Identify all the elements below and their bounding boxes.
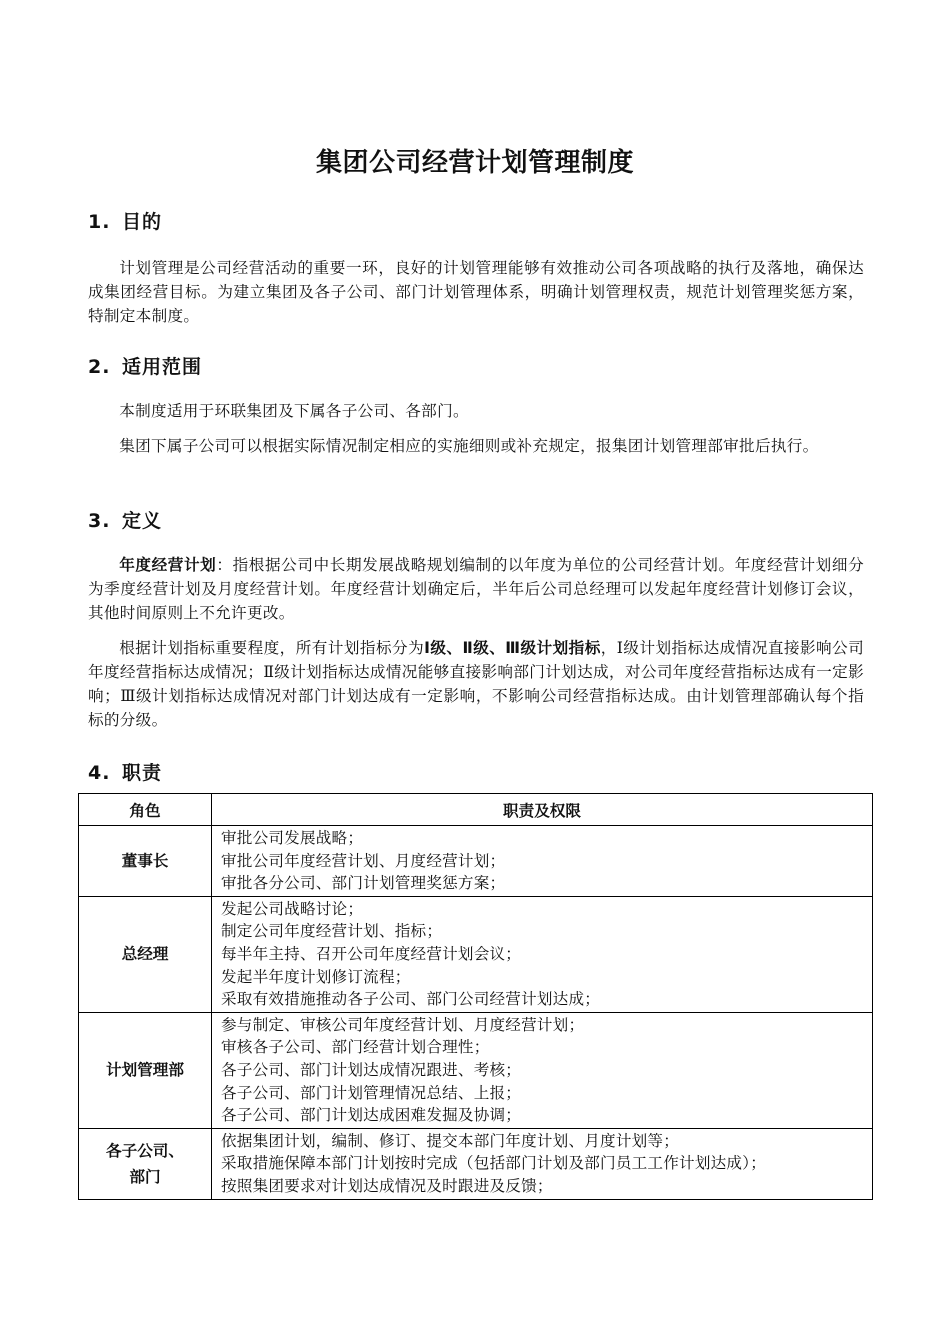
- scope-paragraph-2: 集团下属子公司可以根据实际情况制定相应的实施细则或补充规定，报集团计划管理部审批后执行。: [119, 437, 819, 455]
- duty-item: 审批公司发展战略；: [221, 829, 364, 847]
- duties-cell: [212, 1012, 873, 1128]
- duty-item: 审核各子公司、部门经营计划合理性；: [221, 1038, 490, 1057]
- duty-item: 采取有效措施推动各子公司、部门公司经营计划达成；: [221, 990, 601, 1009]
- section-number: 3.: [88, 510, 111, 532]
- levels-lead: 根据计划指标重要程度，所有计划指标分为: [119, 639, 425, 657]
- duty-item: 按照集团要求对计划达成情况及时跟进及反馈；: [221, 1176, 553, 1195]
- table-row: [79, 826, 873, 897]
- definition-term: 年度经营计划: [119, 556, 217, 574]
- duty-item: 各子公司、部门计划管理情况总结、上报；: [221, 1083, 522, 1102]
- definition-body: ：指根据公司中长期发展战略规划编制的以年度为单位的公司经营计划。年度经营计划细分为季度经营计划及月度经营计划。年度经营计划确定后，半年后公司总经理可以发起年度经营计划修订会议，其他时间原则上不允许更改。: [88, 556, 864, 622]
- duties-cell: [212, 896, 873, 1012]
- role-line: 部门: [129, 1167, 161, 1186]
- role-line: 各子公司、: [106, 1141, 184, 1160]
- duty-table: [78, 793, 873, 1200]
- duty-item: 参与制定、审核公司年度经营计划、月度经营计划；: [221, 1015, 585, 1034]
- table-row: [79, 1128, 873, 1199]
- section-title: 适用范围: [122, 356, 203, 378]
- section-number: 2.: [88, 356, 111, 378]
- role-cell: 董事长: [79, 826, 212, 897]
- document-title: 集团公司经营计划管理制度: [315, 148, 634, 178]
- duty-item: 审批公司年度经营计划、月度经营计划；: [221, 851, 506, 870]
- table-header-row: [79, 794, 873, 826]
- section-number: 1.: [88, 211, 111, 233]
- role-cell: 计划管理部: [79, 1012, 212, 1128]
- levels-body: ，Ⅰ级计划指标达成情况直接影响公司年度经营指标达成情况；Ⅱ级计划指标达成情况能够直接影响部门计划达成，对公司年度经营指标达成有一定影响；Ⅲ级计划指标达成情况对部门计划达成有一定影响，不影响公司经营指标达成。由计划管理部确认每个指标的分级。: [88, 639, 864, 729]
- duty-item: 每半年主持、召开公司年度经营计划会议；: [221, 944, 522, 963]
- duty-item: 制定公司年度经营计划、指标；: [221, 922, 443, 941]
- duty-item: 采取措施保障本部门计划按时完成（包括部门计划及部门员工工作计划达成）；: [221, 1154, 766, 1173]
- section-title: 定义: [122, 510, 163, 532]
- duty-item: 各子公司、部门计划达成困难发掘及协调；: [221, 1106, 522, 1125]
- duty-item: 发起公司战略讨论；: [221, 899, 364, 918]
- duty-item: 发起半年度计划修订流程；: [221, 967, 411, 986]
- role-cell: 总经理: [79, 896, 212, 1012]
- section-heading-definitions: [88, 506, 162, 533]
- section-title: 目的: [122, 211, 163, 233]
- duties-cell: [212, 1128, 873, 1199]
- duty-item: 各子公司、部门计划达成情况跟进、考核；: [221, 1060, 522, 1079]
- scope-paragraph-1: 本制度适用于环联集团及下属各子公司、各部门。: [119, 402, 469, 420]
- section-heading-purpose: [88, 207, 162, 234]
- role-cell: [79, 1128, 212, 1199]
- table-row: [79, 896, 873, 1012]
- duty-item: 审批各分公司、部门计划管理奖惩方案；: [221, 874, 506, 893]
- definition-annual-plan: [88, 553, 864, 625]
- purpose-paragraph: 计划管理是公司经营活动的重要一环，良好的计划管理能够有效推动公司各项战略的执行及落地，确保达成集团经营目标。为建立集团及各子公司、部门计划管理体系，明确计划管理权责，规范计划管理奖惩方案，特制定本制度。: [88, 259, 864, 325]
- section-number: 4.: [88, 762, 111, 784]
- levels-term: Ⅰ级、Ⅱ级、Ⅲ级计划指标: [424, 639, 601, 657]
- duty-item: 依据集团计划，编制、修订、提交本部门年度计划、月度计划等；: [221, 1131, 680, 1150]
- duties-cell: [212, 826, 873, 897]
- section-heading-scope: [88, 352, 202, 379]
- column-header-role: 角色: [79, 794, 212, 826]
- column-header-duties: 职责及权限: [212, 794, 873, 826]
- section-title: 职责: [122, 762, 163, 784]
- section-heading-duties: [88, 758, 162, 785]
- table-row: [79, 1012, 873, 1128]
- definition-indicator-levels: [88, 636, 864, 732]
